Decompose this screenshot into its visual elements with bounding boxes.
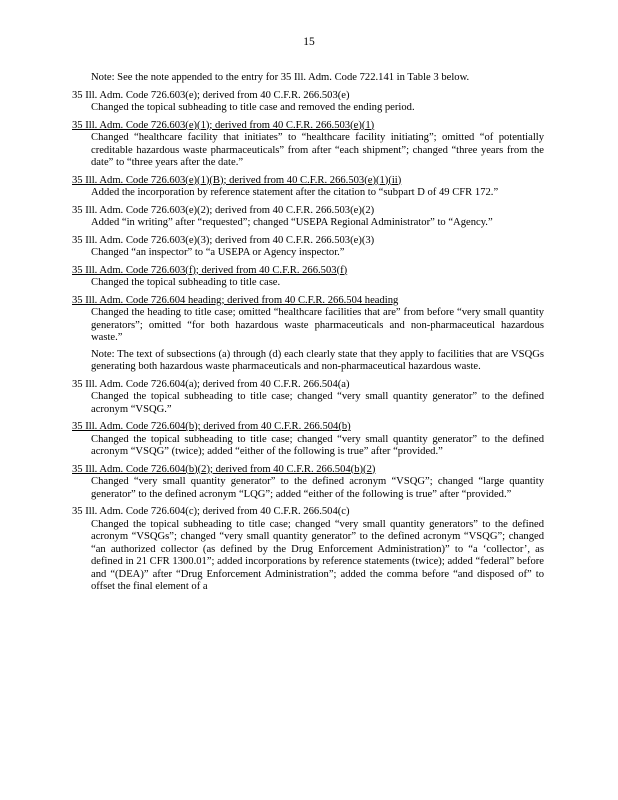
table-entry bbox=[72, 421, 544, 459]
entry-description: Changed the topical subheading to title case; changed “very small quantity generator” to the defined acronym “VSQG.” bbox=[91, 391, 544, 415]
entry-list bbox=[72, 90, 544, 594]
page-number: 15 bbox=[303, 36, 315, 48]
top-note: Note: See the note appended to the entry for 35 Ill. Adm. Code 722.141 in Table 3 below. bbox=[91, 72, 470, 83]
page-content bbox=[72, 72, 544, 599]
entry-description: Added the incorporation by reference statement after the citation to “subpart D of 49 CFR 172.” bbox=[91, 187, 499, 198]
entry-citation: 35 Ill. Adm. Code 726.603(e)(1); derived from 40 C.F.R. 266.503(e)(1) bbox=[72, 119, 375, 131]
table-entry bbox=[72, 120, 544, 170]
entry-citation: 35 Ill. Adm. Code 726.604 heading; derived from 40 C.F.R. 266.504 heading bbox=[72, 294, 399, 306]
entry-citation: 35 Ill. Adm. Code 726.604(b)(2); derived from 40 C.F.R. 266.504(b)(2) bbox=[72, 463, 376, 475]
table-entry bbox=[72, 175, 544, 200]
entry-description: Added “in writing” after “requested”; changed “USEPA Regional Administrator” to “Agency.” bbox=[91, 217, 493, 228]
table-entry bbox=[72, 265, 544, 290]
table-entry bbox=[72, 90, 544, 115]
entry-citation: 35 Ill. Adm. Code 726.603(e)(2); derived from 40 C.F.R. 266.503(e)(2) bbox=[72, 204, 375, 216]
entry-citation: 35 Ill. Adm. Code 726.603(e)(1)(B); derived from 40 C.F.R. 266.503(e)(1)(ii) bbox=[72, 174, 402, 186]
entry-description: Changed the topical subheading to title case and removed the ending period. bbox=[91, 102, 415, 113]
entry-citation: 35 Ill. Adm. Code 726.604(c); derived from 40 C.F.R. 266.504(c) bbox=[72, 506, 350, 517]
table-entry bbox=[72, 464, 544, 502]
entry-description: Changed the topical subheading to title case. bbox=[91, 277, 281, 288]
entry-description: Changed the topical subheading to title case; changed “very small quantity generator” to the defined acronym “VSQG” (twice); added “either of the following is true” after “provided.” bbox=[91, 433, 544, 457]
table-entry bbox=[72, 506, 544, 594]
entry-note: Note: The text of subsections (a) through (d) each clearly state that they apply to facilities that are VSQGs generating both hazardous waste pharmaceuticals and non-pharmaceutical hazardous waste. bbox=[91, 348, 544, 372]
entry-description: Changed the topical subheading to title case; changed “very small quantity generators” to the defined acronym “VSQGs”; changed “very small quantity generator” to the defined acronym “VSQG”; changed “an authorized collector (as defined by the Drug Enforcement Administration)” to “a ‘collector’, as defined in 21 CFR 1300.01”; added incorporations by reference statements (twice); added “federal” before and “(DEA)” after “Drug Enforcement Administration”; added the comma before “and disposed of” to offset the final element of a bbox=[91, 518, 544, 592]
entry-description: Changed the heading to title case; omitted “healthcare facilities that are” from before “very small quantity generators”; omitted “for both hazardous waste pharmaceuticals and non-pharmaceutical hazardous waste.” bbox=[91, 307, 544, 343]
entry-description: Changed “healthcare facility that initiates” to “healthcare facility initiating”; omitted “of potentially creditable hazardous waste pharmaceuticals” from after “each shipment”; changed “three years from the date” to “three years after the date.” bbox=[91, 132, 544, 168]
entry-citation: 35 Ill. Adm. Code 726.604(b); derived from 40 C.F.R. 266.504(b) bbox=[72, 421, 351, 432]
table-entry bbox=[72, 205, 544, 230]
entry-citation: 35 Ill. Adm. Code 726.603(f); derived from 40 C.F.R. 266.503(f) bbox=[72, 264, 348, 276]
entry-citation: 35 Ill. Adm. Code 726.603(e); derived from 40 C.F.R. 266.503(e) bbox=[72, 89, 350, 101]
table-entry bbox=[72, 235, 544, 260]
entry-citation: 35 Ill. Adm. Code 726.604(a); derived from 40 C.F.R. 266.504(a) bbox=[72, 378, 350, 390]
entry-description: Changed “an inspector” to “a USEPA or Agency inspector.” bbox=[91, 247, 345, 258]
table-entry bbox=[72, 379, 544, 417]
entry-citation: 35 Ill. Adm. Code 726.603(e)(3); derived from 40 C.F.R. 266.503(e)(3) bbox=[72, 234, 375, 246]
entry-description: Changed “very small quantity generator” to the defined acronym “VSQG”; changed “large quantity generator” to the defined acronym “LQG”; added “either of the following is true” after “provided.” bbox=[91, 476, 544, 500]
table-entry bbox=[72, 295, 544, 374]
